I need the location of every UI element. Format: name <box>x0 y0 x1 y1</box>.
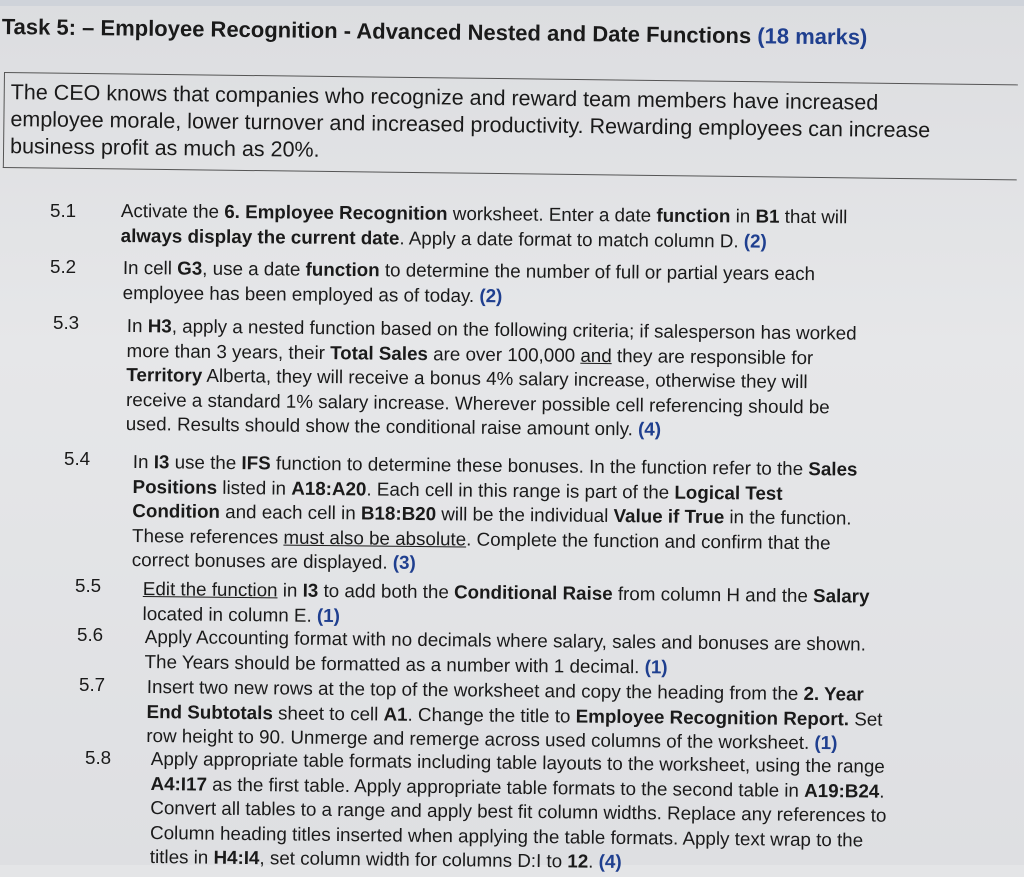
top-edge <box>0 0 1024 6</box>
item-number: 5.2 <box>50 256 77 277</box>
task-title <box>2 14 1022 52</box>
item-number: 5.4 <box>64 448 91 469</box>
intro-line: The CEO knows that companies who recognize and reward team members have increased <box>10 80 879 115</box>
task-marks: (18 marks) <box>757 23 868 50</box>
task-title-text: Task 5: – Employee Recognition - Advanced Nested and Date Functions <box>1 14 758 49</box>
instruction-5-8: Apply appropriate table formats including table layouts to the worksheet, using the range A4:I17 as the first table. Apply appropriate table formats to the second table in A19:B24. Convert all tables to a range and apply best fit column widths. Replace any references to Column heading titles inserted when applying the table formats. Apply text wrap to the titles in H4:I4, set column width for columns D:I to 12. (4) <box>149 747 887 872</box>
instruction-5-2: In cell G3, use a date function to determine the number of full or partial years each employee has been employed as of today. (2) <box>122 256 816 306</box>
intro-box <box>3 72 1018 180</box>
item-number: 5.3 <box>53 312 80 333</box>
item-number: 5.1 <box>50 200 77 221</box>
instruction-5-3: In H3, apply a nested function based on the following criteria; if salesperson has worked more than 3 years, their Total Sales are over 100,000 and they are responsible for Territory Alberta, they will receive a bonus 4% salary increase, otherwise they will receive a standard 1% salary increase. Wherever possible cell referencing should be used. Results should show the conditional raise amount only. (4) <box>125 314 857 440</box>
item-number: 5.5 <box>75 575 102 596</box>
instruction-5-7: Insert two new rows at the top of the worksheet and copy the heading from the 2. Year End Subtotals sheet to cell A1. Change the title to Employee Recognition Report. Set row height to 90. Unmerge and remerge across used columns of the worksheet. (1) <box>146 675 883 754</box>
instruction-5-5: Edit the function in I3 to add both the Conditional Raise from column H and the Salary located in column E. (1) <box>142 577 870 626</box>
instruction-5-4: In I3 use the IFS function to determine these bonuses. In the function refer to the Sales Positions listed in A18:A20. Each cell in this range is part of the Logical Test Condition and each cell in B18:B20 will be the individual Value if True in the function. These references must also be absolute. Complete the function and confirm that the correct bonuses are displayed. (3) <box>131 450 858 573</box>
item-number: 5.6 <box>77 624 104 645</box>
item-number: 5.8 <box>85 747 112 768</box>
intro-line: business profit as much as 20%. <box>9 134 320 162</box>
item-number: 5.7 <box>79 674 106 695</box>
instruction-5-6: Apply Accounting format with no decimals where salary, sales and bonuses are shown. The Years should be formatted as a number with 1 decimal. (1) <box>144 625 866 677</box>
intro-line: employee morale, lower turnover and increased productivity. Rewarding employees can increase <box>10 107 931 143</box>
instruction-5-1: Activate the 6. Employee Recognition worksheet. Enter a date function in B1 that will always display the current date. Apply a date format to match column D. (2) <box>120 199 848 252</box>
